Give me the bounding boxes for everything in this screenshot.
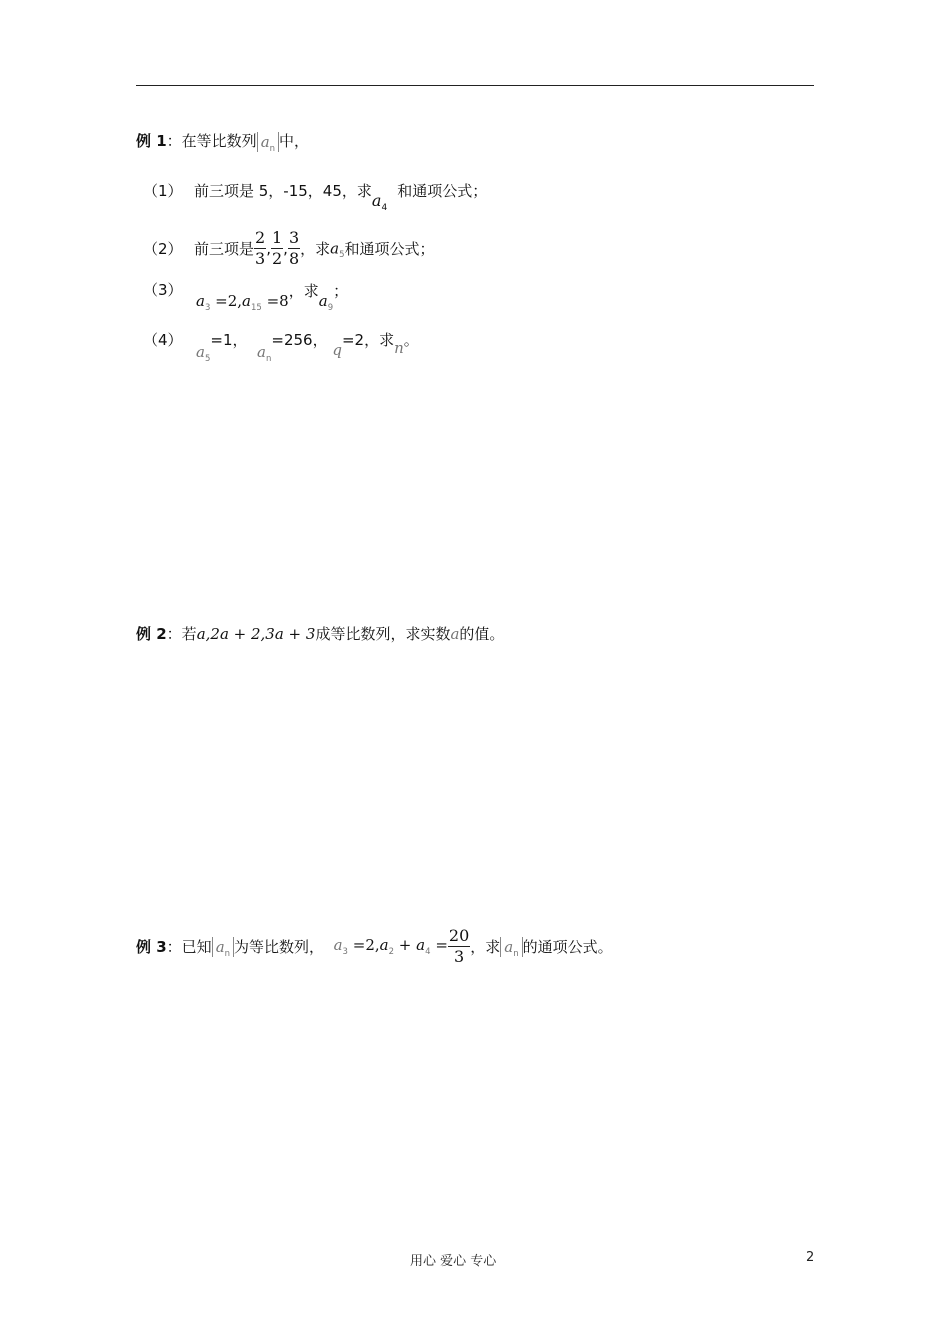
sequence-an (257, 132, 279, 152)
fraction-20-3: $\frac{20}{3}$ (448, 926, 470, 966)
item-1-number: （1） (143, 182, 183, 200)
item-2-sub: 5 (339, 250, 345, 260)
item-2-text-a: 前三项是 (194, 240, 255, 258)
header-rule (136, 85, 814, 86)
item-4-text-d: 。 (403, 331, 419, 349)
item-1-sub: 4 (381, 203, 388, 213)
var-n: n (394, 339, 404, 357)
example-1-heading (136, 130, 309, 152)
example-2-text-b: 成等比数列，求实数 (315, 625, 451, 643)
example-1-label: 例 1 (136, 132, 167, 150)
example-3-text-c: ，求 (470, 938, 501, 956)
var-a: a (260, 132, 270, 151)
item-4-text: $a_5=1$， $a_n=256$， q=2，求n。 (196, 331, 419, 364)
item-4-number: （4） (143, 331, 183, 349)
subscript-n: n (269, 143, 276, 154)
fraction-1-2: $\frac{1}{2}$ (271, 228, 283, 268)
example-2-var: a (450, 625, 460, 643)
example-2-text-a: ：若 (166, 625, 197, 643)
example-2-label: 例 2 (136, 625, 167, 643)
item-2-text: 前三项是 $\frac{2}{3}$ , $\frac{1}{2}$ , $\frac{3}{8}$ ，求$a_5$和通项公式； (194, 228, 435, 268)
item-4-text-a: =1， (210, 331, 248, 349)
item-3-number: （3） (143, 281, 183, 299)
item-4-text-b: =256， (271, 331, 328, 349)
item-1-text-a: 前三项是 5，-15，45，求 (194, 182, 372, 200)
item-3-text-b: ； (333, 282, 349, 300)
footer-slogan: 用心 爱心 专心 (410, 1254, 497, 1269)
example-3 (136, 928, 613, 965)
example-1-intro-end: 中， (279, 132, 310, 150)
item-1-var: a (371, 191, 382, 210)
var-q: q (332, 341, 342, 359)
fraction-3-8: $\frac{3}{8}$ (288, 228, 300, 268)
example-3-equation: $a_3 =2,a_2 + a_4$ = (333, 936, 448, 957)
example-2-expression: a,2a + 2,3a + 3 (196, 625, 316, 643)
example-2 (136, 623, 504, 644)
item-4-text-c: =2，求 (341, 331, 395, 349)
item-2-text-c: 和通项公式； (344, 240, 435, 258)
item-1-text (194, 180, 488, 213)
item-2-number: （2） (143, 240, 183, 258)
sequence-an: $a_n$ (500, 937, 522, 957)
item-3-text: $a_3 =2,a_{15} =8$，求$a_9$； (196, 282, 349, 313)
sequence-an: $a_n$ (212, 937, 234, 957)
example-3-label: 例 3 (136, 938, 167, 956)
page-number: 2 (806, 1250, 815, 1265)
example-3-text-a: ：已知 (166, 938, 212, 956)
example-2-text-c: 的值。 (459, 625, 505, 643)
item-2-var: a (330, 239, 340, 258)
example-3-text-d: 的通项公式。 (522, 938, 613, 956)
item-3-text-a: ，求 (288, 282, 319, 300)
fraction-2-3: $\frac{2}{3}$ (255, 228, 266, 268)
example-3-text-b: 为等比数列， (234, 938, 325, 956)
item-2-text-b: ，求 (300, 240, 331, 258)
example-1-intro: ：在等比数列 (166, 132, 257, 150)
item-1-text-b: 和通项公式； (397, 182, 488, 200)
